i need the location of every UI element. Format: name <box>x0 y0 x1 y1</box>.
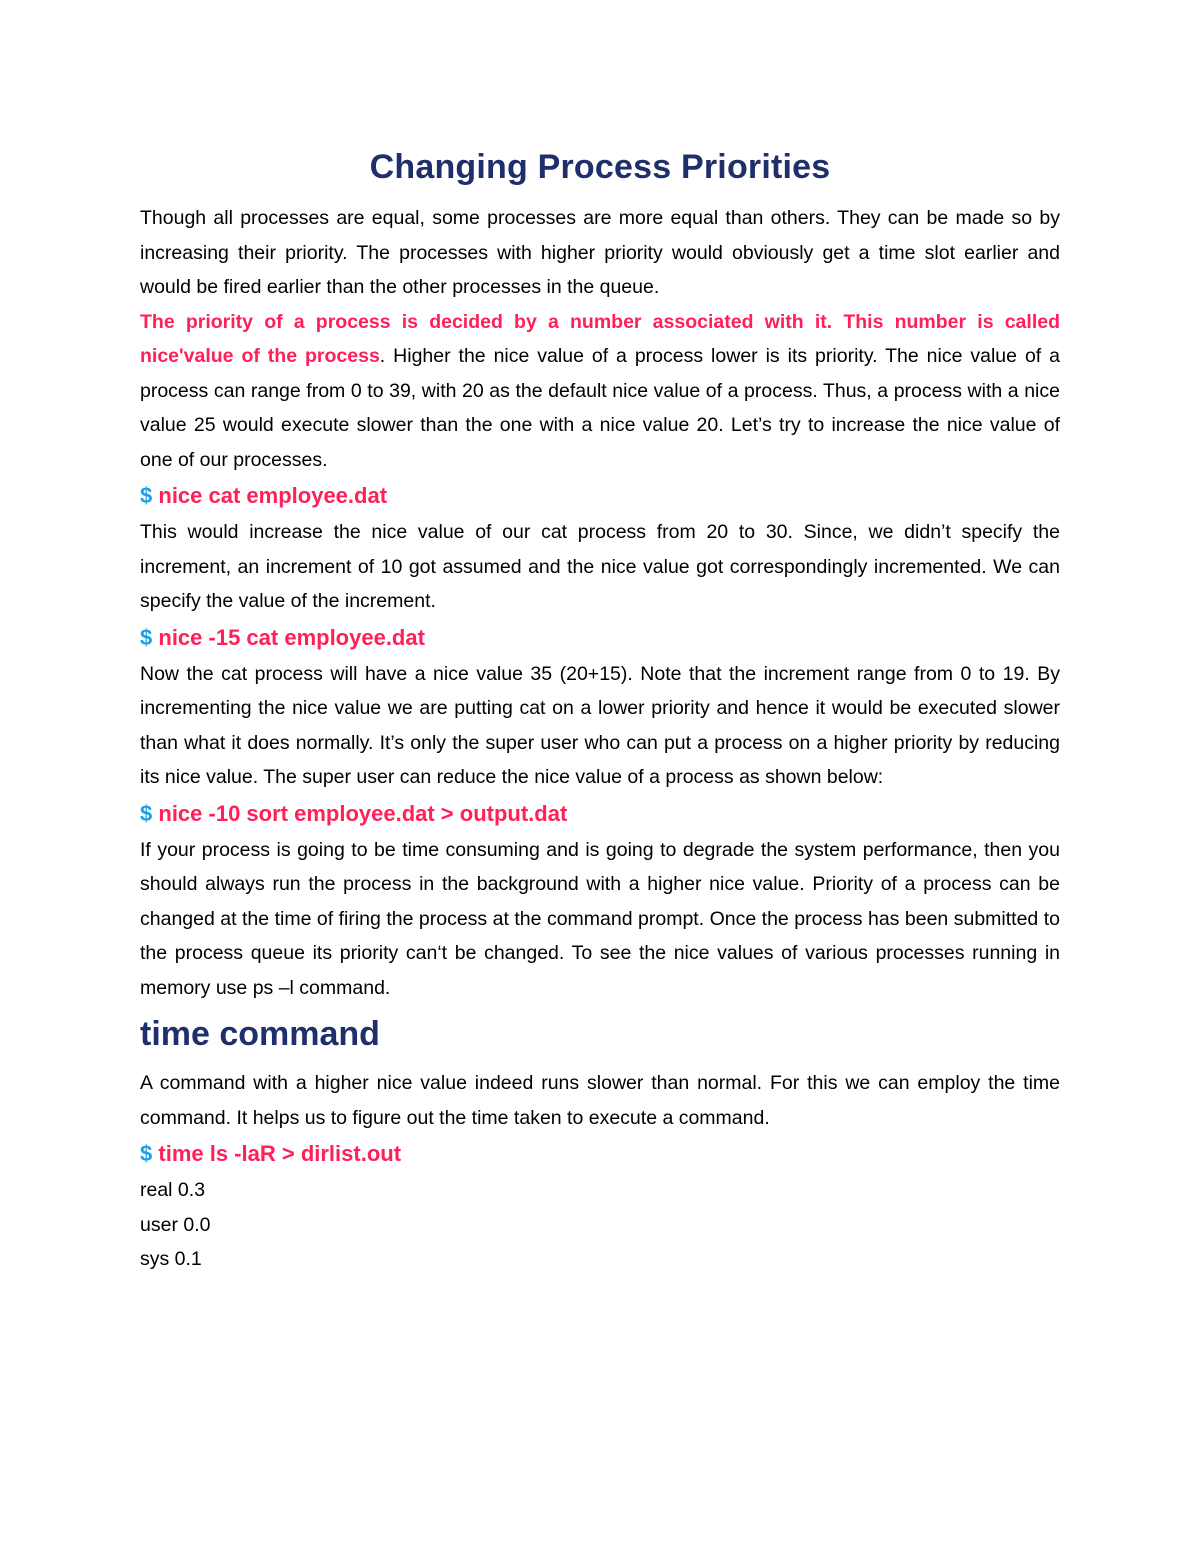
output-user: user 0.0 <box>140 1213 211 1236</box>
prompt-symbol: $ <box>140 800 153 826</box>
background-paragraph: If your process is going to be time consuming and is going to degrade the system performance, then you should always run the process in the background with a higher nice value. Priority of a process can be changed at the time of firing the process at the command prompt. Once the process has been submitted to the process queue its priority can‘t be changed. To see the nice values of various processes running in memory use ps –l command. <box>140 838 1060 999</box>
command-example-4 <box>140 1135 1060 1173</box>
document-page <box>140 140 1060 1277</box>
nice-value-paragraph <box>140 305 1060 478</box>
output-real: real 0.3 <box>140 1179 206 1201</box>
command-text: nice -10 sort employee.dat > output.dat <box>158 800 568 826</box>
command-example-3 <box>140 795 1060 833</box>
page-title: Changing Process Priorities <box>369 148 831 186</box>
command-text: nice cat employee.dat <box>158 483 388 508</box>
prompt-symbol: $ <box>140 1141 153 1166</box>
output-sys: sys 0.1 <box>140 1248 202 1270</box>
prompt-symbol: $ <box>140 483 153 508</box>
command-example-1 <box>140 477 1060 515</box>
time-command-paragraph: A command with a higher nice value indeed runs slower than normal. For this we can employ the time command. It helps us to figure out the time taken to execute a command. <box>140 1072 1060 1129</box>
increment-paragraph: This would increase the nice value of our cat process from 20 to 30. Since, we didn’t specify the increment, an increment of 10 got assumed and the nice value got correspondingly incremented. We can specify the value of the increment. <box>140 521 1060 612</box>
prompt-symbol: $ <box>140 624 153 650</box>
command-example-2 <box>140 619 1060 657</box>
command-text: nice -15 cat employee.dat <box>158 624 425 650</box>
intro-paragraph: Though all processes are equal, some processes are more equal than others. They can be made so by increasing their priority. The processes with higher priority would obviously get a time slot earlier and would be fired earlier than the other processes in the queue. <box>140 207 1060 298</box>
command-text: time ls -laR > dirlist.out <box>158 1141 402 1166</box>
section-heading-time-command: time command <box>140 1015 380 1053</box>
highlighted-definition: The priority of a process is decided by a number associated with it. This number is called nice'value of the process <box>140 310 1060 367</box>
increment-range-paragraph: Now the cat process will have a nice value 35 (20+15). Note that the increment range from 0 to 19. By incrementing the nice value we are putting cat on a lower priority and hence it would be executed slower than what it does normally. It’s only the super user who can put a process on a higher priority by reducing its nice value. The super user can reduce the nice value of a process as shown below: <box>140 662 1060 788</box>
nice-value-paragraph-text: . Higher the nice value of a process lower is its priority. The nice value of a process can range from 0 to 39, with 20 as the default nice value of a process. Thus, a process with a nice value 25 would execute slower than the one with a nice value 20. Let’s try to increase the nice value of one of our processes. <box>140 345 1060 471</box>
